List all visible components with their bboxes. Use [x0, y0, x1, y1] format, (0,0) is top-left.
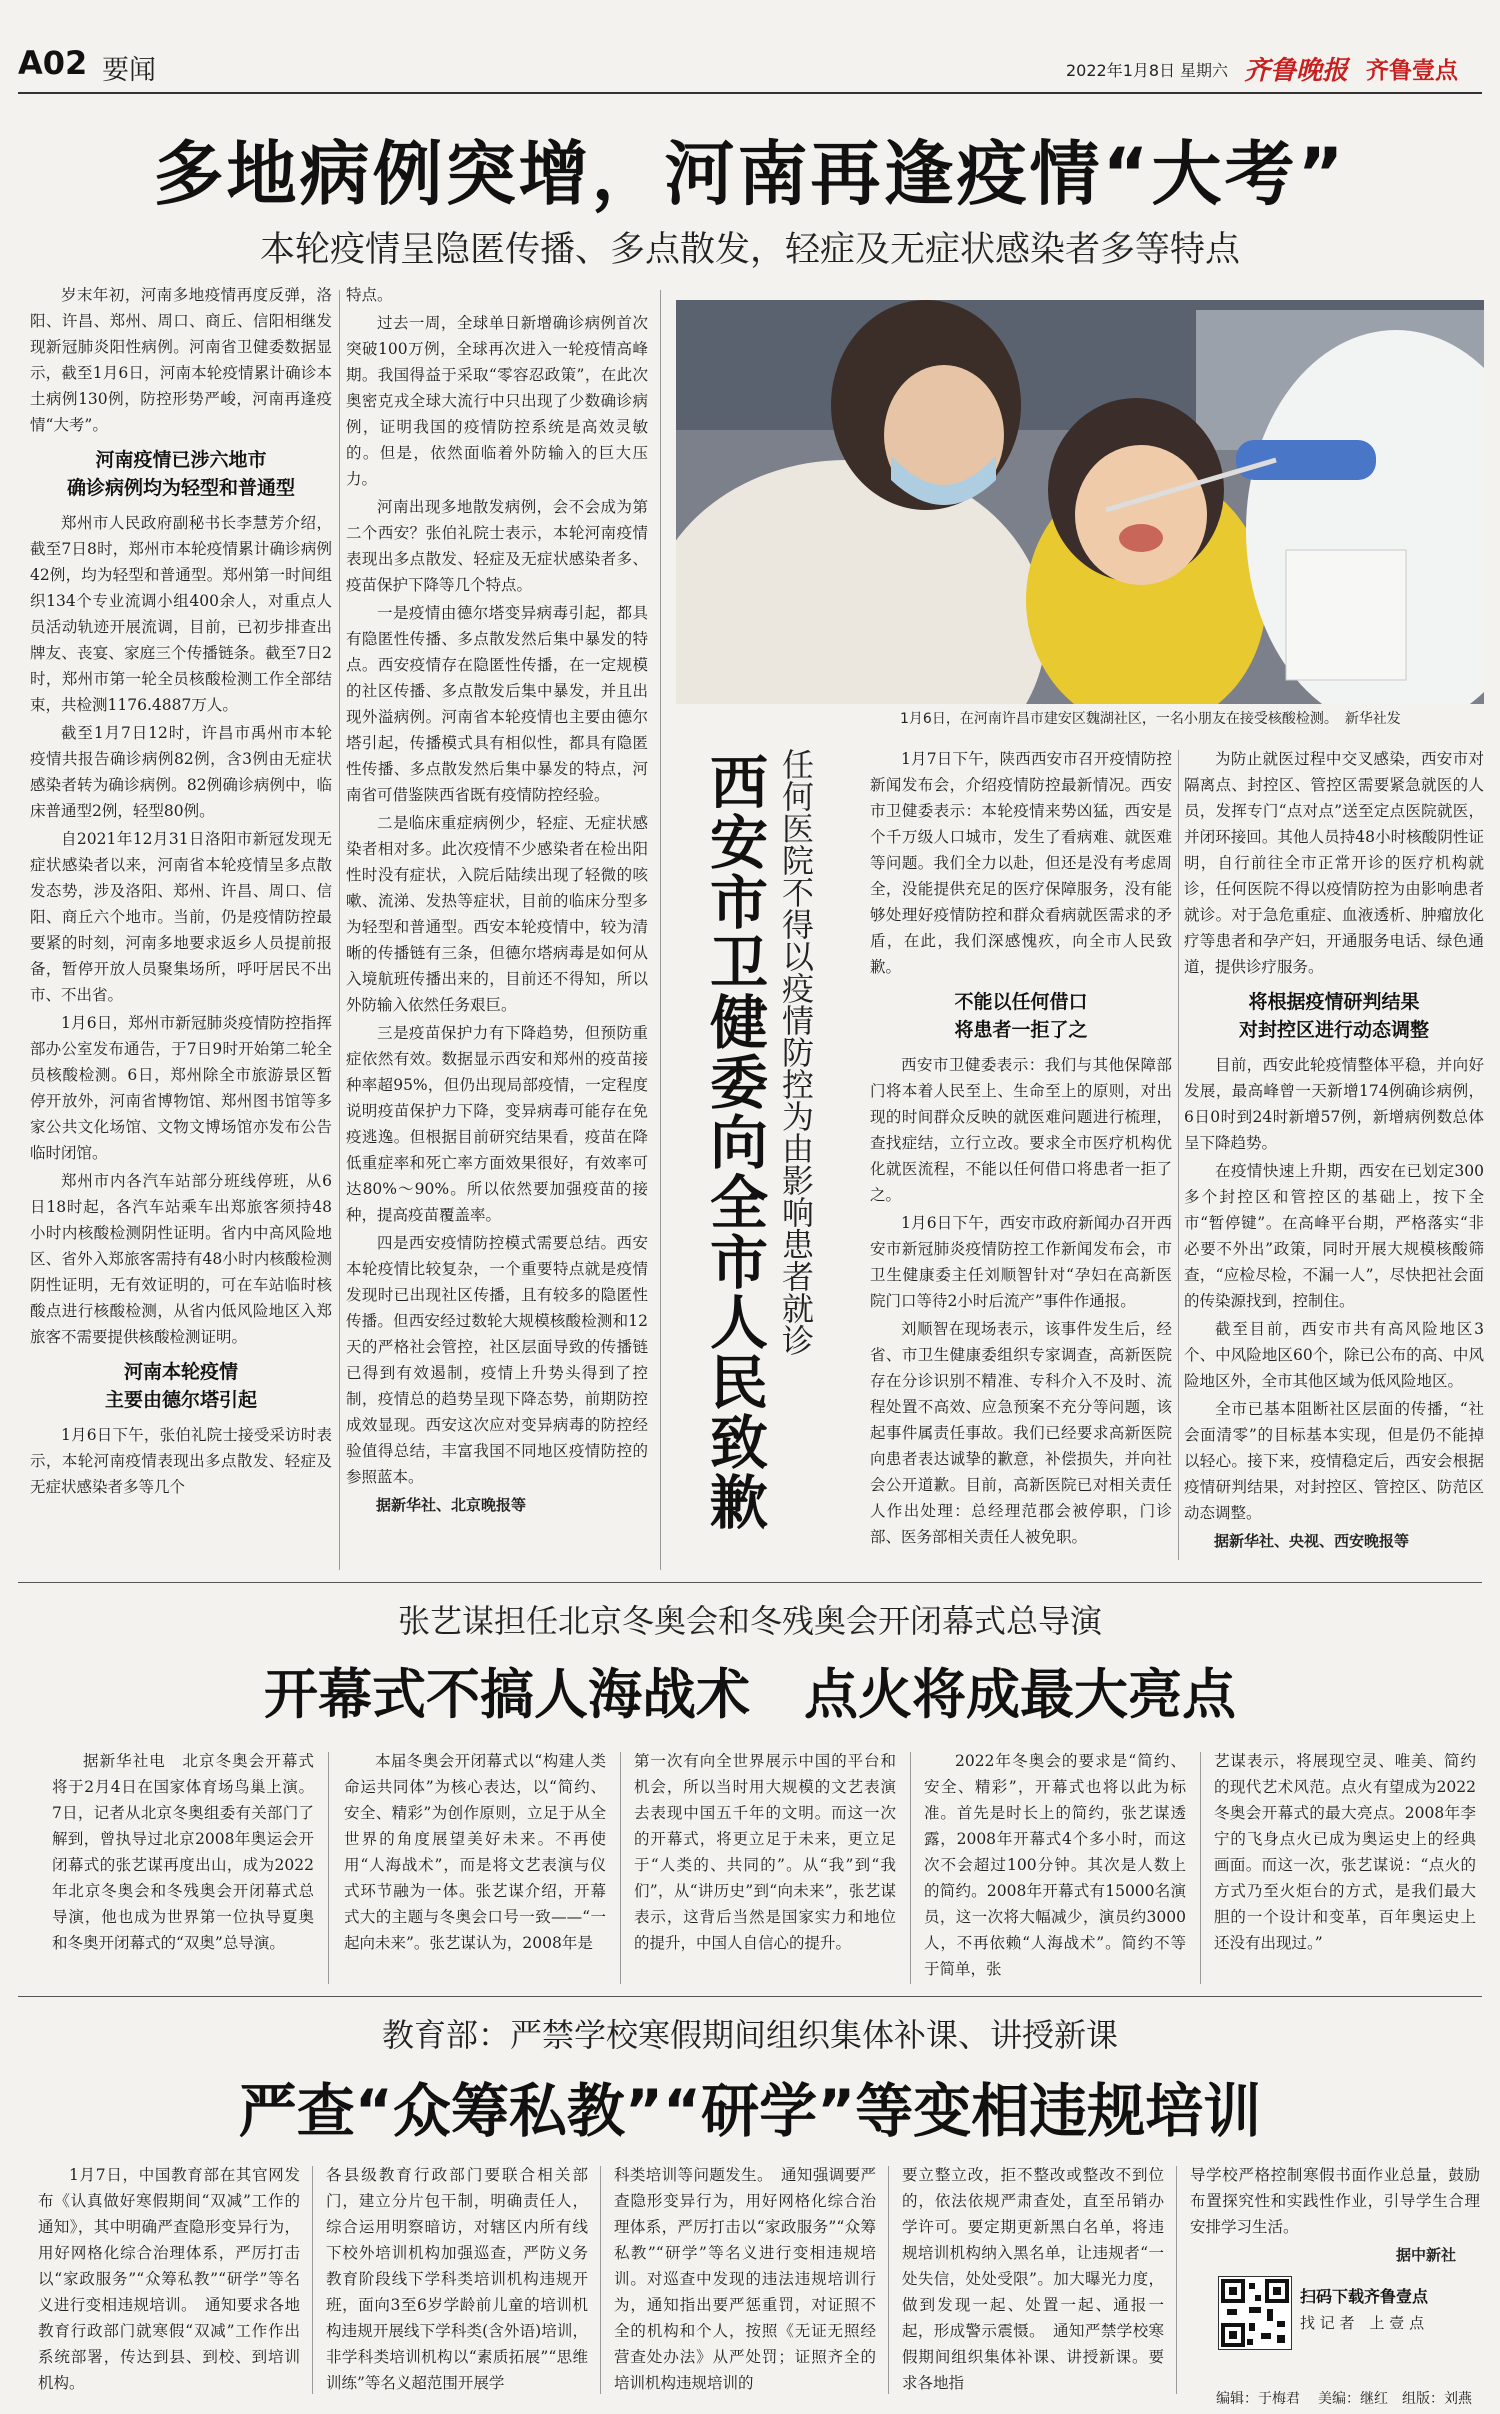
paragraph: 四是西安疫情防控模式需要总结。西安本轮疫情比较复杂，一个重要特点就是疫情发现时已出现社区传播，且有较多的隐匿性传播。但西安经过数轮大规模核酸检测和12天的严格社会管控，社区层面导致的传播链已得到有效遏制，疫情上升势头得到了控制，疫情总的趋势呈现下降态势，前期防控成效显现。西安这次应对变异病毒的防控经验值得总结，丰富我国不同地区疫情防控的参照蓝本。 [346, 1234, 648, 1486]
paragraph: 刘顺智在现场表示，该事件发生后，经省、市卫生健康委组织专家调查，高新医院存在分诊识别不精准、专科介入不及时、流程处置不高效、应急预案不充分等问题，该起事件属责任事故。我们已经要求高新医院向患者表达诚挚的歉意，补偿损失，并向社会公开道歉。目前，高新医院已对相关责任人作出处理：总经理范郡会被停职，门诊部、医务部相关责任人被免职。 [870, 1320, 1172, 1546]
story4-column-4 [902, 2162, 1164, 2400]
paragraph: 截至1月7日12时，许昌市禹州市本轮疫情共报告确诊病例82例，含3例由无症状感染者转为确诊病例。82例确诊病例中，临床普通型2例，轻型80例。 [30, 724, 332, 820]
column-divider [620, 1752, 621, 1984]
column-divider [600, 2166, 601, 2394]
story4-kicker: 教育部：严禁学校寒假期间组织集体补课、讲授新课 [381, 2016, 1118, 2054]
story3-column-5 [1214, 1748, 1476, 1988]
photo-caption: 1月6日，在河南许昌市建安区魏湖社区，一名小朋友在接受核酸检测。 新华社发 [900, 711, 1401, 727]
paragraph: 一是疫情由德尔塔变异病毒引起，都具有隐匿性传播、多点散发然后集中暴发的特点。西安疫情存在隐匿性传播，在一定规模的社区传播、多点散发后集中暴发，并且出现外溢病例。河南省本轮疫情也主要由德尔塔引起，传播模式具有相似性，都具有隐匿性传播、多点散发然后集中暴发的特点，河南省可借鉴陕西省既有疫情防控经验。 [346, 604, 648, 804]
paragraph: 目前，西安此轮疫情整体平稳，并向好发展，最高峰曾一天新增174例确诊病例，6日0时到24时新增57例，新增病例数总体呈下降趋势。 [1184, 1056, 1484, 1152]
brand-qilu-yidian: 齐鲁壹点 [1366, 58, 1458, 84]
qr-code-icon [1219, 2277, 1291, 2349]
column-divider [910, 1752, 911, 1984]
paragraph: 各县级教育行政部门要联合相关部门，建立分片包干制，明确责任人，综合运用明察暗访，对辖区内所有线下校外培训机构加强巡查，严防义务教育阶段线下学科类培训机构违规开班，面向3至6岁学龄前儿童的培训机构违规开展线下学科类(含外语)培训，非学科类培训机构以“素质拓展”“思维训练”等名义超范围开展学 [326, 2166, 588, 2392]
story1-headline: 多地病例突增，河南再逢疫情“大考” [153, 133, 1347, 215]
news-photo [676, 300, 1484, 704]
story4-column-1 [38, 2162, 300, 2400]
paragraph: 导学校严格控制寒假书面作业总量，鼓励布置探究性和实践性作业，引导学生合理安排学习生活。 [1190, 2166, 1480, 2236]
qr-caption-line-1: 扫码下载齐鲁壹点 [1300, 2287, 1429, 2306]
paragraph: 三是疫苗保护力有下降趋势，但预防重症依然有效。数据显示西安和郑州的疫苗接种率超95%，但仍出现局部疫情，一定程度说明疫苗保护力下降，变异病毒可能存在免疫逃逸。但根据目前研究结果看，疫苗在降低重症率和死亡率方面效果很好，有效率可达80%～90%。所以依然要加强疫苗的接种，提高疫苗覆盖率。 [346, 1024, 648, 1224]
paragraph: 岁末年初，河南多地疫情再度反弹，洛阳、许昌、郑州、周口、商丘、信阳相继发现新冠肺炎阳性病例。河南省卫健委数据显示，截至1月6日，河南本轮疫情累计确诊本土病例130例，防控形势严峻，河南再逢疫情“大考”。 [30, 286, 332, 434]
story3-column-3 [634, 1748, 896, 1988]
column-divider [888, 2166, 889, 2394]
column-divider [660, 290, 661, 1570]
story2-column-a [870, 746, 1172, 1566]
story3-column-1 [52, 1748, 314, 1988]
paragraph: 二是临床重症病例少，轻症、无症状感染者相对多。此次疫情不少感染者在检出阳性时没有症状，入院后陆续出现了轻微的咳嗽、流涕、发热等症状，目前的临床分型多为轻型和普通型。西安本轮疫情中，较为清晰的传播链有三条，但德尔塔病毒是如何从入境航班传播出来的，目前还不得知，所以外防输入依然任务艰巨。 [346, 814, 648, 1014]
column-divider [312, 2166, 313, 2394]
column-divider [339, 290, 340, 1570]
story2-subheading-2: 将根据疫情研判结果 对封控区进行动态调整 [1238, 991, 1429, 1041]
paragraph: 本届冬奥会开闭幕式以“构建人类命运共同体”为核心表达，以“简约、安全、精彩”为创作原则，立足于从全世界的角度展望美好未来。不再使用“人海战术”，而是将文艺表演与仪式环节融为一体。张艺谋介绍，开幕式大的主题与冬奥会口号一致——“一起向未来”。张艺谋认为，2008年是 [344, 1752, 606, 1952]
paragraph: 郑州市人民政府副秘书长李慧芳介绍，截至7日8时，郑州市本轮疫情累计确诊病例42例，均为轻型和普通型。郑州第一时间组织134个专业流调小组400余人，对重点人员活动轨迹开展流调，目前，已初步排查出牌友、丧宴、家庭三个传播链条。截至7日2时，郑州市第一轮全员核酸检测工作全部结束，共检测1176.4887万人。 [30, 514, 332, 714]
story4-column-5 [1190, 2162, 1480, 2272]
story1-column-2 [346, 282, 648, 1576]
story4-column-3 [614, 2162, 876, 2400]
footer-editor: 编辑：于梅君 [1216, 2391, 1300, 2407]
page-number: A02 [18, 44, 88, 82]
story2-headline: 西安市卫健委向全市人民致歉 [700, 752, 768, 1532]
paragraph: 在疫情快速上升期，西安在已划定300多个封控区和管控区的基础上，按下全市“暂停键”。在高峰平台期，严格落实“非必要不外出”政策，同时开展大规模核酸筛查，“应检尽检，不漏一人”，尽快把社会面的传染源找到，控制住。 [1184, 1162, 1484, 1310]
story1-credit: 据新华社、北京晚报等 [376, 1496, 527, 1514]
story1-subheading-1: 河南疫情已涉六地市 确诊病例均为轻型和普通型 [66, 449, 295, 499]
story2-column-b [1184, 746, 1484, 1566]
story3-column-4 [924, 1748, 1186, 1988]
paragraph: 要立整立改，拒不整改或整改不到位的，依法依规严肃查处，直至吊销办学许可。要定期更新黑白名单，将违规培训机构纳入黑名单，让违规者“一处失信，处处受限”。加大曝光力度，做到发现一起、处置一起、通报一起，形成警示震慑。 通知严禁学校寒假期间组织集体补课、讲授新课。要求各地指 [902, 2166, 1164, 2392]
paragraph: 据新华社电 北京冬奥会开幕式将于2月4日在国家体育场鸟巢上演。7日，记者从北京冬奥组委有关部门了解到，曾执导过北京2008年奥运会开闭幕式的张艺谋再度出山，成为2022年北京冬奥会和冬残奥会开闭幕式总导演，他也成为世界第一位执导夏奥和冬奥开闭幕式的“双奥”总导演。 [52, 1752, 314, 1952]
paragraph: 截至目前，西安市共有高风险地区3个、中风险地区60个，除已公布的高、中风险地区外，全市其他区域为低风险地区。 [1184, 1320, 1484, 1390]
paragraph: 为防止就医过程中交叉感染，西安市对隔离点、封控区、管控区需要紧急就医的人员，发挥专门“点对点”送至定点医院就医，并闭环接回。其他人员持48小时核酸阴性证明，自行前往全市正常开诊的医疗机构就诊，任何医院不得以疫情防控为由影响患者就诊。对于急危重症、血液透析、肿瘤放化疗等患者和孕产妇，开通服务电话、绿色通道，提供诊疗服务。 [1184, 750, 1484, 976]
story2-subheading-1: 不能以任何借口 将患者一拒了之 [954, 991, 1088, 1041]
paragraph: 第一次有向全世界展示中国的平台和机会，所以当时用大规模的文艺表演去表现中国五千年的文明。而这一次的开幕式，将更立足于未来，更立足于“人类的、共同的”。从“我”到“我们”，从“讲历史”到“向未来”，张艺谋表示，这背后当然是国家实力和地位的提升，中国人自信心的提升。 [634, 1752, 896, 1952]
section-name: 要闻 [102, 55, 156, 86]
paragraph: 西安市卫健委表示：我们与其他保障部门将本着人民至上、生命至上的原则，对出现的时间群众反映的就医难问题进行梳理，查找症结，立行立改。要求全市医疗机构优化就医流程，不能以任何借口将患者一拒了之。 [870, 1056, 1172, 1204]
paragraph: 自2021年12月31日洛阳市新冠发现无症状感染者以来，河南省本轮疫情呈多点散发态势，涉及洛阳、郑州、许昌、周口、信阳、商丘六个地市。当前，仍是疫情防控最要紧的时刻，河南多地要求返乡人员提前报备，暂停开放人员聚集场所，呼吁居民不出市、不出省。 [30, 830, 332, 1004]
story3-column-2 [344, 1748, 606, 1988]
story4-headline: 严查“众筹私教”“研学”等变相违规培训 [238, 2077, 1262, 2145]
qr-caption-line-2: 找 记 者 上 壹 点 [1300, 2314, 1425, 2332]
column-divider [1176, 2166, 1177, 2394]
brand-qilu-evening-news: 齐鲁晚报 [1244, 56, 1349, 86]
paragraph: 全市已基本阻断社区层面的传播，“社会面清零”的目标基本实现，但是仍不能掉以轻心。接下来，疫情稳定后，西安会根据疫情研判结果，对封控区、管控区、防范区动态调整。 [1184, 1400, 1484, 1522]
masthead-rule [18, 92, 1482, 94]
photo-illustration [676, 300, 1484, 704]
story4-credit: 据中新社 [1395, 2246, 1456, 2264]
paragraph: 1月6日下午，张伯礼院士接受采访时表示，本轮河南疫情表现出多点散发、轻症及无症状感染者多等几个 [30, 1426, 332, 1496]
footer-designer: 美编：继红 [1318, 2391, 1388, 2407]
paragraph: 1月7日下午，陕西西安市召开疫情防控新闻发布会，介绍疫情防控最新情况。西安市卫健委表示：本轮疫情来势凶猛，西安是个千万级人口城市，发生了看病难、就医难等问题。我们全力以赴，但还是没有考虑周全，没能提供充足的医疗保障服务，没有能够处理好疫情防控和群众看病就医需求的矛盾，在此，我们深感愧疚，向全市人民致歉。 [870, 750, 1172, 976]
story2-subhead: 任何医院不得以疫情防控为由影响患者就诊 [777, 748, 815, 1356]
footer-layout: 组版：刘燕 [1402, 2391, 1472, 2407]
paragraph: 1月6日下午，西安市政府新闻办召开西安市新冠肺炎疫情防控工作新闻发布会，市卫生健康委主任刘顺智针对“孕妇在高新医院门口等待2小时后流产”事件作通报。 [870, 1214, 1172, 1310]
paragraph: 艺谋表示，将展现空灵、唯美、简约的现代艺术风范。点火有望成为2022冬奥会开幕式的最大亮点。2008年李宁的飞身点火已成为奥运史上的经典画面。而这一次，张艺谋说：“点火的方式乃至火炬台的方式，是我们最大胆的一个设计和变革，百年奥运史上还没有出现过。” [1214, 1752, 1476, 1952]
paragraph: 特点。 [346, 286, 393, 304]
story4-column-2 [326, 2162, 588, 2400]
story3-kicker: 张艺谋担任北京冬奥会和冬残奥会开闭幕式总导演 [397, 1602, 1102, 1640]
story2-credit: 据新华社、央视、西安晚报等 [1214, 1532, 1410, 1550]
issue-date: 2022年1月8日 [1066, 61, 1176, 80]
story3-headline: 开幕式不搞人海战术 点火将成最大亮点 [264, 1663, 1236, 1726]
paragraph: 河南出现多地散发病例，会不会成为第二个西安？张伯礼院士表示，本轮河南疫情表现出多点散发、轻症及无症状感染者多、疫苗保护下降等几个特点。 [346, 498, 648, 594]
paragraph: 过去一周，全球单日新增确诊病例首次突破100万例，全球再次进入一轮疫情高峰期。我国得益于采取“零容忍政策”，在此次奥密克戎全球大流行中只出现了少数确诊病例，证明我国的疫情防控系统是高效灵敏的。但是，依然面临着外防输入的巨大压力。 [346, 314, 648, 488]
column-divider [1200, 1752, 1201, 1984]
story1-subhead: 本轮疫情呈隐匿传播、多点散发，轻症及无症状感染者多等特点 [259, 230, 1240, 270]
paragraph: 郑州市内各汽车站部分班线停班，从6日18时起，各汽车站乘车出郑旅客须持48小时内核酸检测阴性证明。省内中高风险地区、省外入郑旅客需持有48小时内核酸检测阴性证明，无有效证明的，可在车站临时核酸点进行核酸检测，从省内低风险地区入郑旅客不需要提供核酸检测证明。 [30, 1172, 332, 1346]
paragraph: 1月7日，中国教育部在其官网发布《认真做好寒假期间“双减”工作的通知》，其中明确严查隐形变异行为，用好网格化综合治理体系，严厉打击以“家政服务”“众筹私教”“研学”等名义进行变相违规培训。 通知要求各地教育行政部门就寒假“双减”工作作出系统部署，传达到县、到校、到培训机构。 [38, 2166, 300, 2392]
paragraph: 2022年冬奥会的要求是“简约、安全、精彩”，开幕式也将以此为标准。首先是时长上的简约，张艺谋透露，2008年开幕式4个多小时，而这次不会超过100分钟。其次是人数上的简约。2008年开幕式有15000名演员，这一次将大幅减少，演员约3000人，不再依赖“人海战术”。简约不等于简单，张 [924, 1752, 1186, 1978]
paragraph: 科类培训等问题发生。 通知强调要严查隐形变异行为，用好网格化综合治理体系，严厉打击以“家政服务”“众筹私教”“研学”等名义进行变相违规培训。对巡查中发现的违法违规培训行为，通知指出要严惩重罚，对证照不全的机构和个人，按照《无证无照经营查处办法》从严处罚；证照齐全的培训机构违规培训的 [614, 2166, 876, 2392]
masthead [0, 0, 1500, 100]
qr-code[interactable] [1218, 2276, 1292, 2350]
column-divider [328, 1752, 329, 1984]
paragraph: 1月6日，郑州市新冠肺炎疫情防控指挥部办公室发布通告，于7日9时开始第二轮全员核酸检测。6日，郑州除全市旅游景区暂停开放外，河南省博物馆、郑州图书馆等多家公共文化场馆、文物文博场馆亦发布公告临时闭馆。 [30, 1014, 332, 1162]
story1-subheading-2: 河南本轮疫情 主要由德尔塔引起 [104, 1361, 257, 1411]
column-divider [1178, 750, 1179, 1560]
section-rule [18, 1582, 1482, 1583]
story1-column-1 [30, 282, 332, 1576]
section-rule [18, 1996, 1482, 1997]
issue-weekday: 星期六 [1180, 61, 1229, 80]
